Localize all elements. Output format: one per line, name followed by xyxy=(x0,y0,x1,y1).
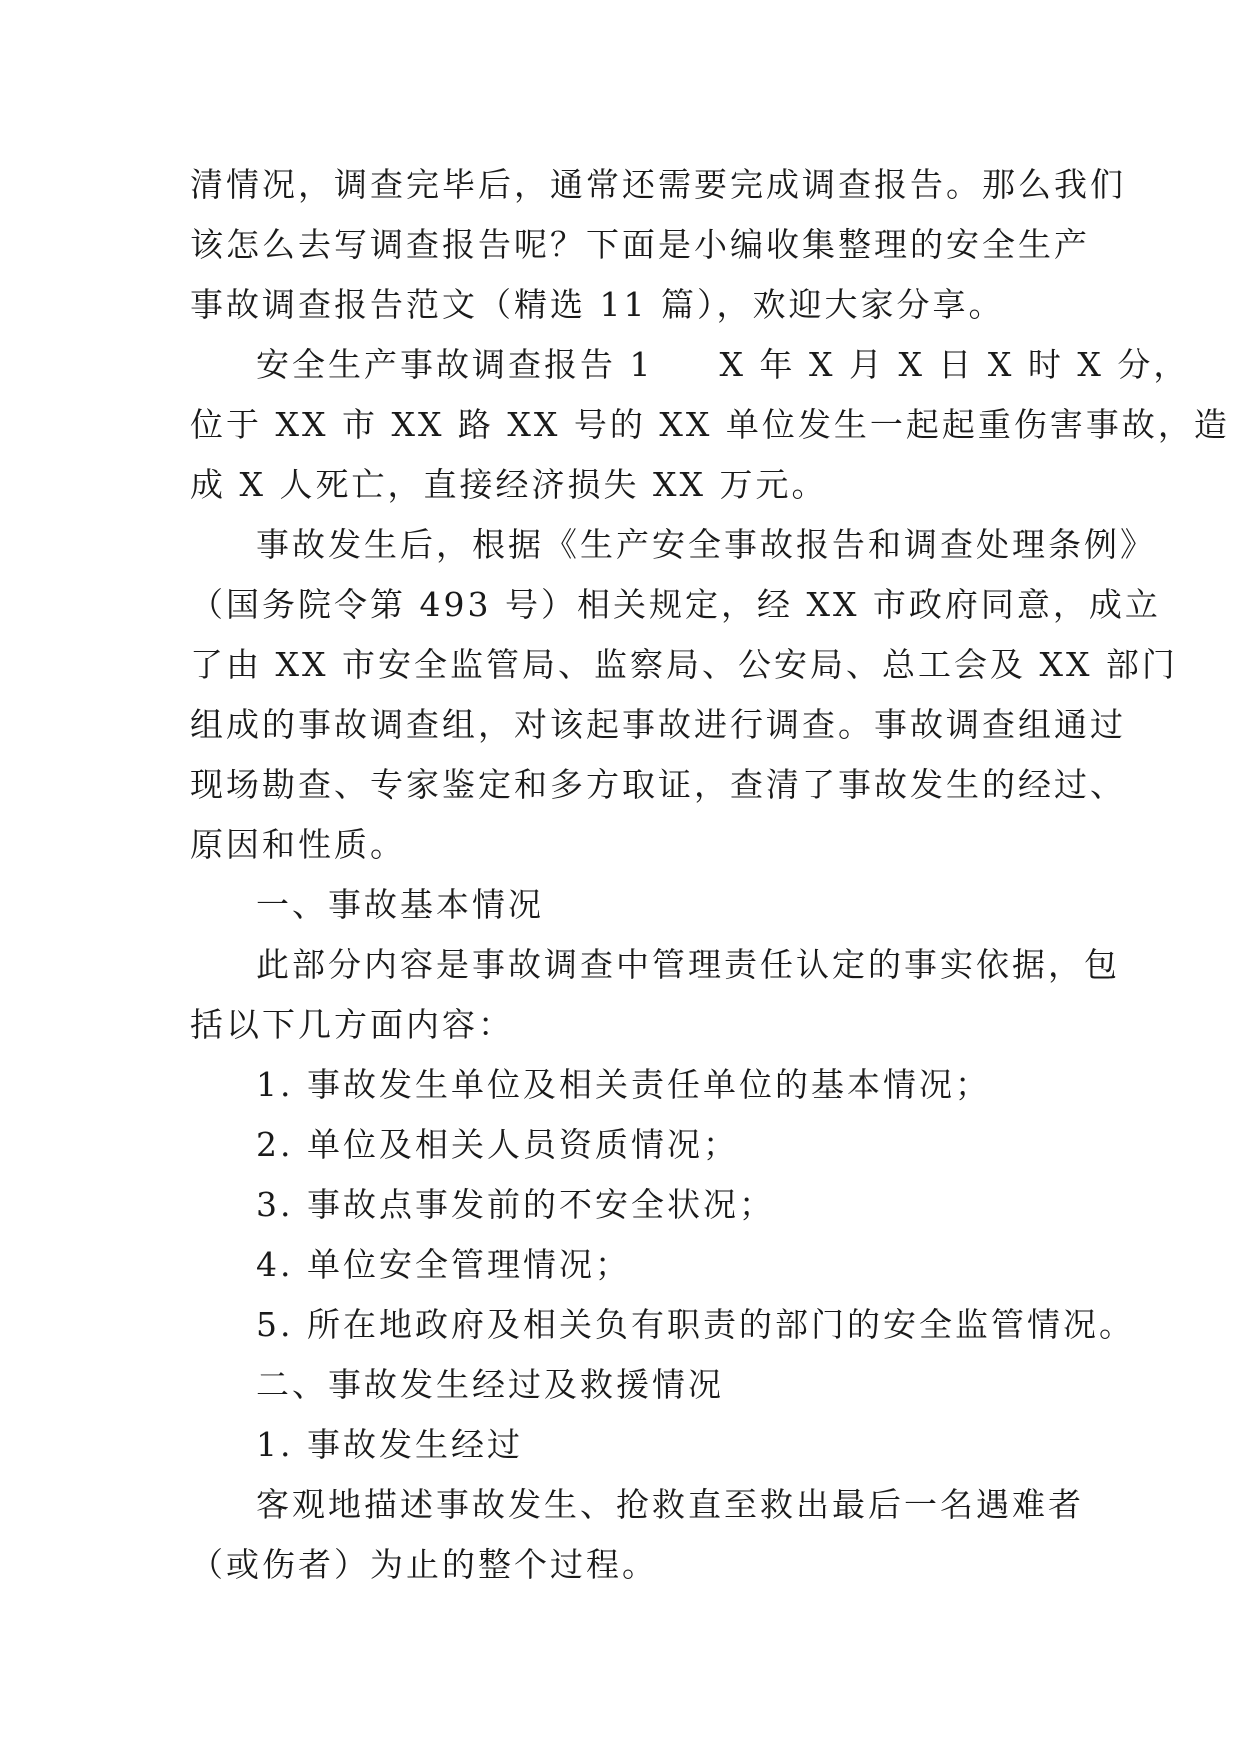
section1-desc-line: 此部分内容是事故调查中管理责任认定的事实依据，包 xyxy=(256,945,1120,984)
document-body xyxy=(190,155,1230,1595)
section1-desc-line: 括以下几方面内容： xyxy=(190,1005,514,1044)
list-item: 2. 单位及相关人员资质情况； xyxy=(256,1125,739,1164)
report-title: 安全生产事故调查报告 1 xyxy=(256,345,654,384)
section2-desc-line: （或伤者）为止的整个过程。 xyxy=(190,1545,658,1584)
accident-desc-line: 成 X 人死亡，直接经济损失 XX 万元。 xyxy=(190,465,828,504)
section2-subheading: 1. 事故发生经过 xyxy=(256,1425,523,1464)
intro-line: 事故调查报告范文（精选 11 篇），欢迎大家分享。 xyxy=(190,285,1005,324)
list-item: 3. 事故点事发前的不安全状况； xyxy=(256,1185,775,1224)
list-item: 4. 单位安全管理情况； xyxy=(256,1245,631,1284)
list-item: 5. 所在地政府及相关负有职责的部门的安全监管情况。 xyxy=(256,1305,1135,1344)
section2-desc-line: 客观地描述事故发生、抢救直至救出最后一名遇难者 xyxy=(256,1485,1084,1524)
section2-heading: 二、事故发生经过及救援情况 xyxy=(256,1365,724,1404)
investigation-line: 事故发生后，根据《生产安全事故报告和调查处理条例》 xyxy=(256,525,1156,564)
investigation-line: 原因和性质。 xyxy=(190,825,406,864)
investigation-line: 组成的事故调查组，对该起事故进行调查。事故调查组通过 xyxy=(190,705,1126,744)
section1-heading: 一、事故基本情况 xyxy=(256,885,544,924)
accident-desc-line: 位于 XX 市 XX 路 XX 号的 XX 单位发生一起起重伤害事故，造 xyxy=(190,405,1230,444)
report-heading-line xyxy=(190,335,1190,395)
intro-line: 清情况，调查完毕后，通常还需要完成调查报告。那么我们 xyxy=(190,165,1126,204)
intro-line: 该怎么去写调查报告呢？下面是小编收集整理的安全生产 xyxy=(190,225,1090,264)
investigation-line: 现场勘查、专家鉴定和多方取证，查清了事故发生的经过、 xyxy=(190,765,1126,804)
accident-time: X 年 X 月 X 日 X 时 X 分， xyxy=(719,345,1190,384)
investigation-line: （国务院令第 493 号）相关规定，经 XX 市政府同意，成立 xyxy=(190,585,1161,624)
investigation-line: 了由 XX 市安全监管局、监察局、公安局、总工会及 XX 部门 xyxy=(190,645,1178,684)
list-item: 1. 事故发生单位及相关责任单位的基本情况； xyxy=(256,1065,991,1104)
